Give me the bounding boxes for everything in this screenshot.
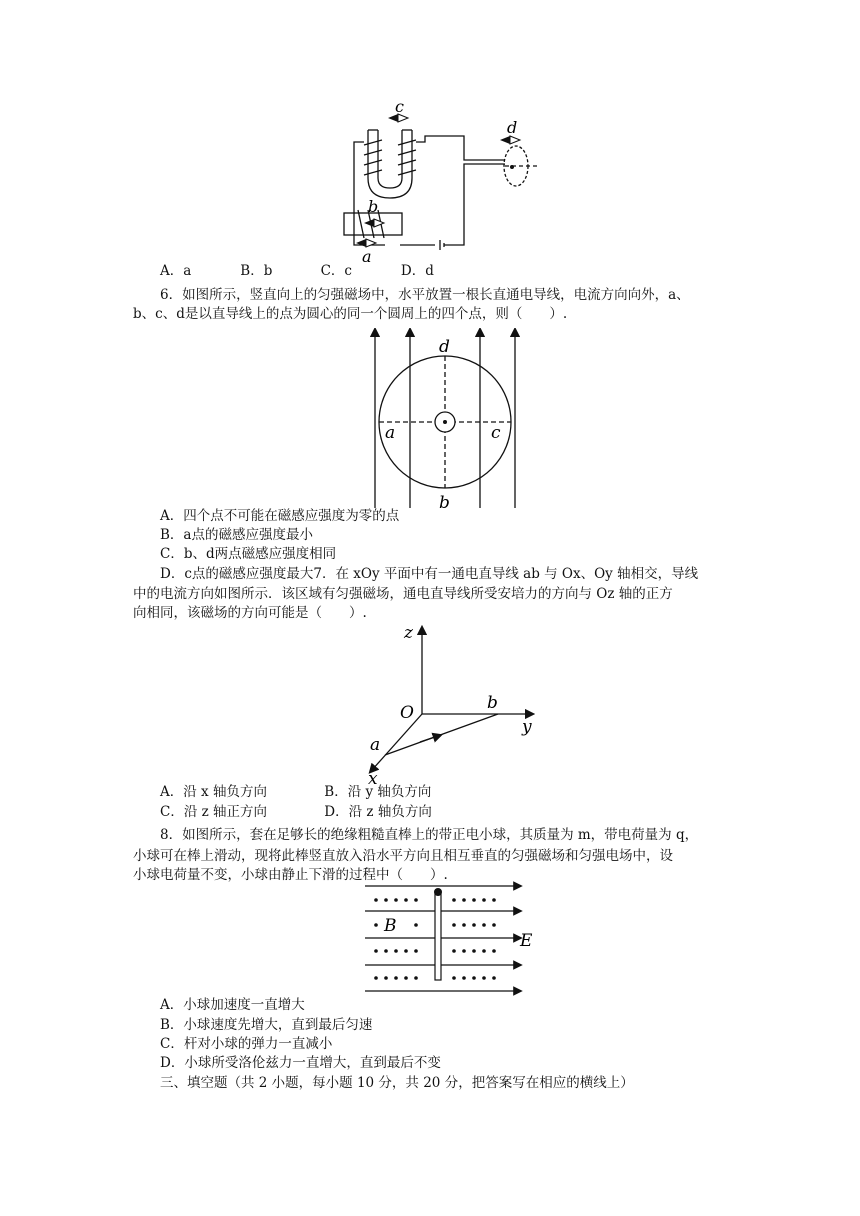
q8-option-b: B．小球速度先增大，直到最后匀速 [160, 1017, 373, 1033]
q6-label-a: a [385, 423, 396, 443]
q7-axes-figure [360, 622, 550, 787]
section3-heading: 三、填空题（共 2 小题，每小题 10 分，共 20 分，把答案写在相应的横线上） [160, 1075, 634, 1091]
q5-label-b: b [368, 197, 379, 216]
q6-label-d: d [439, 337, 450, 357]
q6-option-c: C．b、d两点磁感应强度相同 [160, 546, 337, 562]
q7-label-z: z [404, 623, 413, 643]
q8-stem-line2: 小球可在棒上滑动，现将此棒竖直放入沿水平方向且相互垂直的匀强磁场和匀强电场中，设 [133, 848, 673, 864]
q8-option-a: A．小球加速度一直增大 [160, 997, 305, 1013]
q6-circle-figure [355, 328, 535, 513]
q5-label-a: a [362, 247, 372, 265]
q7-option-d: D．沿 z 轴负方向 [324, 804, 432, 820]
q6-option-d-text: D．c点的磁感应强度最大 [160, 566, 314, 582]
q7-label-O: O [400, 703, 414, 723]
q6-option-a: A．四个点不可能在磁感应强度为零的点 [160, 508, 400, 524]
q7-stem-line1: 7．在 xOy 平面中有一通电直导线 ab 与 Ox、Oy 轴相交，导线 [313, 566, 699, 582]
q5-option-a: A．a [160, 263, 192, 279]
q6-option-d [160, 565, 698, 583]
q8-label-B: B [384, 916, 397, 936]
q7-option-c: C．沿 z 轴正方向 [160, 804, 268, 820]
q6-stem-line2: b、c、d是以直导线上的点为圆心的同一个圆周上的四个点，则（ ）. [133, 306, 568, 322]
q8-field-figure [360, 880, 540, 998]
q7-label-a: a [370, 735, 381, 755]
q6-stem-line1: 6．如图所示，竖直向上的匀强磁场中，水平放置一根长直通电导线，电流方向向外，a、 [160, 287, 690, 303]
q7-label-x: x [368, 769, 378, 787]
q7-option-b: B．沿 y 轴负方向 [324, 784, 432, 800]
q7-option-a: A．沿 x 轴负方向 [160, 784, 267, 800]
q8-option-d: D．小球所受洛伦兹力一直增大，直到最后不变 [160, 1055, 441, 1071]
q5-option-b: B．b [240, 263, 273, 279]
q6-label-c: c [491, 423, 501, 443]
q5-option-d: D．d [400, 263, 434, 279]
q5-label-c: c [395, 100, 404, 116]
q8-label-E: E [520, 931, 533, 951]
q5-options [160, 262, 434, 280]
q7-stem-line3: 向相同，该磁场的方向可能是（ ）. [133, 605, 367, 621]
q6-option-b: B．a点的磁感应强度最小 [160, 527, 313, 543]
q5-label-d: d [507, 118, 518, 137]
q6-label-b: b [439, 493, 450, 513]
q7-label-y: y [522, 717, 532, 737]
q7-stem-line2: 中的电流方向如图所示．该区域有匀强磁场，通电直导线所受安培力的方向与 Oz 轴的正方 [133, 586, 673, 602]
q7-label-b: b [487, 693, 498, 713]
q8-stem-line3: 小球电荷量不变，小球由静止下滑的过程中（ ）. [133, 867, 448, 883]
q8-option-c: C．杆对小球的弹力一直减小 [160, 1036, 333, 1052]
q7-options-row1 [160, 783, 431, 801]
q5-electromagnet-figure [340, 100, 560, 265]
q7-options-row2 [160, 803, 432, 821]
q8-stem-line1: 8．如图所示，套在足够长的绝缘粗糙直棒上的带正电小球，其质量为 m，带电荷量为 q， [160, 827, 699, 843]
q5-option-c: C．c [320, 263, 352, 279]
